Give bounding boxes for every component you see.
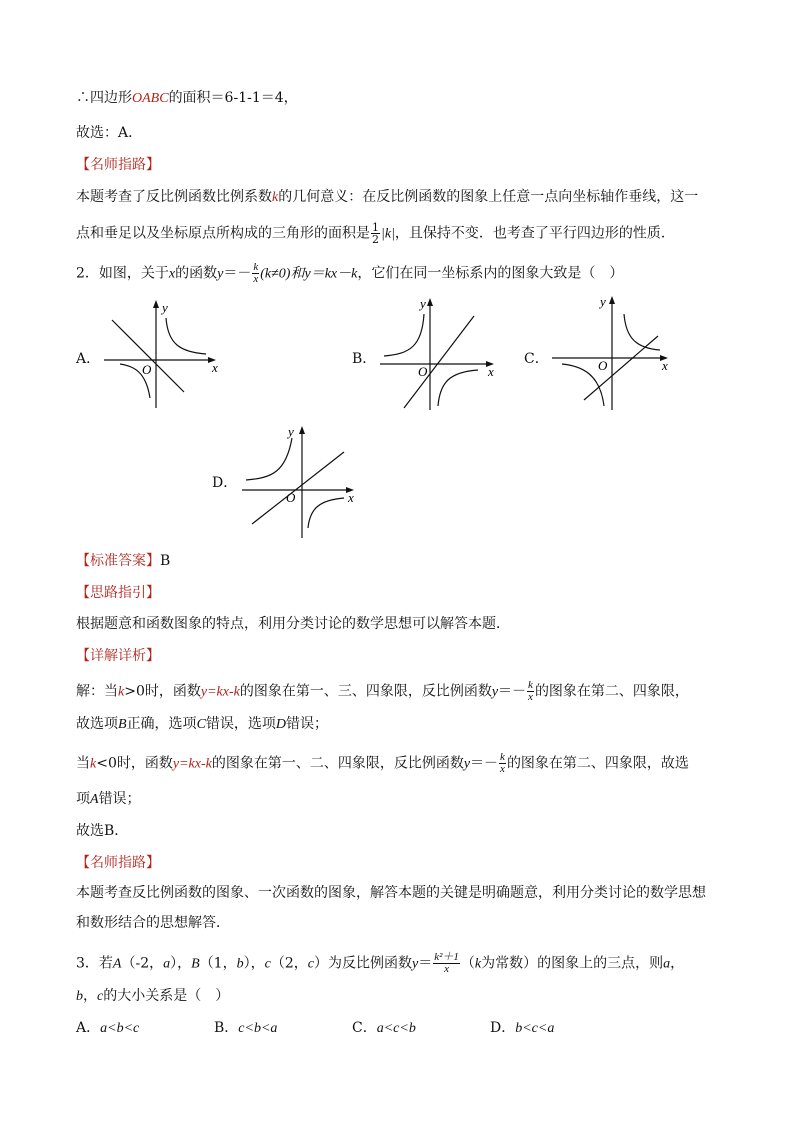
fraction-k2plus1-over-x bbox=[433, 952, 460, 975]
q2-choose: 故选B． bbox=[76, 823, 129, 839]
prev-conclusion bbox=[76, 88, 298, 109]
text: 的图象在第二、四象限， bbox=[534, 683, 689, 700]
q3-option-b[interactable] bbox=[214, 1018, 352, 1039]
option-b-graph[interactable] bbox=[378, 296, 502, 412]
x-label: x bbox=[662, 358, 668, 373]
answer-header: 【标准答案】 bbox=[76, 553, 160, 569]
text: 的图象在第一、三、四象限，反比例函数 bbox=[239, 683, 492, 700]
text: 错误； bbox=[98, 791, 141, 807]
text: 项 bbox=[76, 791, 90, 807]
text: 正确，选项 bbox=[126, 716, 197, 732]
opt: D bbox=[275, 717, 287, 732]
fn: y=kx-k bbox=[172, 756, 212, 772]
condition: (k≠0)和 bbox=[260, 266, 305, 282]
x-label: x bbox=[488, 364, 494, 379]
var-c: c bbox=[307, 956, 314, 972]
option-c-label[interactable]: C． bbox=[524, 351, 549, 367]
y-arrow bbox=[153, 300, 159, 308]
hyperbola-branch-1 bbox=[624, 314, 660, 350]
hyperbola-branch-1 bbox=[166, 318, 206, 354]
text: ）， bbox=[243, 955, 265, 972]
y-label: y bbox=[420, 296, 426, 311]
denominator: x bbox=[444, 963, 449, 975]
option-text: a<b<c bbox=[100, 1021, 140, 1036]
fraction-k-over-x bbox=[252, 262, 259, 285]
q2-stem bbox=[76, 262, 623, 285]
var-y: y bbox=[217, 266, 224, 282]
var-k: k bbox=[90, 756, 97, 772]
opt: B bbox=[118, 717, 127, 732]
option-text: a<c<b bbox=[376, 1021, 416, 1036]
var-k: k bbox=[118, 684, 125, 700]
fraction-k-over-x bbox=[527, 680, 534, 703]
option-b-label[interactable]: B． bbox=[352, 351, 377, 367]
option-text: b<c<a bbox=[515, 1021, 555, 1036]
denominator: x bbox=[528, 691, 533, 703]
linear-fn: y＝kx－k bbox=[304, 266, 358, 282]
fraction-k-over-x bbox=[499, 752, 506, 775]
text: 错误，选项 bbox=[205, 716, 276, 732]
numerator: k bbox=[500, 751, 505, 763]
text: ，它们在同一坐标系内的图象大致是（ ） bbox=[357, 265, 624, 282]
line-graph bbox=[404, 316, 474, 408]
denominator: x bbox=[253, 273, 259, 285]
text: ＝－ bbox=[223, 265, 252, 282]
q3-option-a[interactable] bbox=[76, 1018, 214, 1039]
q3-stem-line2 bbox=[76, 986, 229, 1007]
origin-label: O bbox=[142, 362, 152, 377]
text: 为常数）的图象上的三点，则 bbox=[481, 955, 664, 972]
detail-line4 bbox=[76, 789, 141, 810]
q3-stem-line1 bbox=[76, 952, 684, 975]
hint-text: 根据题意和函数图象的特点，利用分类讨论的数学思想可以解答本题． bbox=[76, 616, 510, 632]
y-arrow bbox=[609, 296, 615, 304]
text: <0时，函数 bbox=[96, 755, 173, 772]
option-a-graph[interactable] bbox=[104, 298, 230, 410]
var-a: a bbox=[163, 956, 171, 972]
fn: y=kx-k bbox=[200, 684, 240, 700]
numerator: 1 bbox=[372, 221, 379, 234]
var-y: y bbox=[463, 756, 471, 772]
option-d-label[interactable]: D． bbox=[212, 475, 238, 491]
option-label: A． bbox=[76, 1020, 101, 1036]
var-x: x bbox=[168, 266, 176, 282]
var-a: a bbox=[663, 956, 671, 972]
text: （1， bbox=[199, 955, 237, 972]
var-y: y bbox=[411, 956, 419, 972]
text: ＝ bbox=[418, 955, 433, 972]
q3-options bbox=[76, 1018, 610, 1039]
var-y: y bbox=[491, 684, 499, 700]
text: 2．如图，关于 bbox=[76, 265, 169, 282]
text: 的几何意义：在反比例函数的图象上任意一点向坐标轴作垂线，这一 bbox=[278, 189, 699, 205]
var-c: c bbox=[97, 989, 104, 1004]
numerator: k bbox=[253, 261, 259, 273]
text: 的大小关系是（ ） bbox=[103, 988, 230, 1004]
y-label: y bbox=[288, 424, 294, 439]
origin-label: O bbox=[286, 490, 296, 505]
option-label: C． bbox=[352, 1020, 377, 1036]
numerator: k bbox=[528, 679, 533, 691]
line-graph bbox=[584, 336, 658, 400]
text: >0时，函数 bbox=[124, 683, 201, 700]
line-graph bbox=[252, 452, 344, 524]
origin-label: O bbox=[418, 364, 428, 379]
var-b: b bbox=[236, 956, 244, 972]
numerator: k²＋1 bbox=[434, 951, 459, 963]
text: 的图象在第二、四象限，故选 bbox=[506, 755, 689, 772]
opt: C bbox=[196, 717, 206, 732]
option-text: c<b<a bbox=[238, 1021, 278, 1036]
hyperbola-branch-2 bbox=[384, 314, 424, 356]
text: ∴四边形 bbox=[76, 90, 132, 106]
text: ， bbox=[670, 955, 685, 972]
text: ）为反比例函数 bbox=[313, 955, 412, 972]
prev-tip-header: 【名师指路】 bbox=[76, 157, 160, 173]
text: 本题考查了反比例函数比例系数 bbox=[76, 189, 272, 205]
text: 错误； bbox=[286, 716, 329, 732]
shape-name: OABC bbox=[132, 91, 169, 106]
hyperbola-branch-4 bbox=[308, 498, 344, 528]
y-label: y bbox=[162, 300, 168, 315]
y-arrow bbox=[299, 426, 305, 434]
answer-line bbox=[76, 551, 170, 571]
opt: A bbox=[90, 792, 99, 807]
detail-line3 bbox=[76, 752, 689, 775]
text: ， bbox=[83, 988, 97, 1004]
x-label: x bbox=[212, 360, 218, 375]
origin-label: O bbox=[598, 358, 608, 373]
q3-option-d[interactable] bbox=[490, 1018, 610, 1039]
denominator: 2 bbox=[372, 233, 379, 246]
detail-header: 【详解详析】 bbox=[76, 648, 160, 664]
hyperbola-branch-2 bbox=[246, 438, 292, 480]
point-B: B bbox=[191, 956, 200, 972]
fraction-half bbox=[371, 222, 380, 245]
text: ）， bbox=[170, 955, 192, 972]
point-C: c bbox=[264, 956, 271, 972]
hint-header: 【思路指引】 bbox=[76, 585, 160, 601]
var-b: b bbox=[76, 989, 83, 1004]
detail-line2 bbox=[76, 714, 328, 735]
text: 点和垂足以及坐标原点所构成的三角形的面积是 bbox=[76, 225, 370, 242]
q2-tip-line1: 本题考查反比例函数的图象、一次函数的图象，解答本题的关键是明确题意，利用分类讨论的数学思想 bbox=[76, 885, 706, 901]
text: 3．若 bbox=[76, 955, 113, 972]
var-k: k bbox=[272, 190, 279, 205]
point-A: A bbox=[112, 956, 122, 972]
q3-option-c[interactable] bbox=[352, 1018, 490, 1039]
text: （-2， bbox=[121, 955, 164, 972]
text: 当 bbox=[76, 755, 90, 772]
text: ，且保持不变．也考查了平行四边形的性质． bbox=[394, 225, 675, 242]
detail-line1 bbox=[76, 680, 689, 703]
option-label: B． bbox=[214, 1020, 239, 1036]
prev-tip-line1 bbox=[76, 187, 698, 208]
abs-k: |k| bbox=[381, 226, 395, 242]
text: ＝－ bbox=[498, 683, 527, 700]
prev-choose: 故选：A． bbox=[76, 125, 143, 141]
denominator: x bbox=[500, 763, 505, 775]
option-label: D． bbox=[490, 1020, 516, 1036]
text: ＝－ bbox=[470, 755, 499, 772]
text: （ bbox=[460, 955, 475, 972]
text: 解：当 bbox=[76, 683, 118, 700]
text: 的面积＝6-1-1＝4， bbox=[168, 90, 298, 106]
prev-tip-line2 bbox=[76, 222, 675, 245]
text: 的函数 bbox=[175, 265, 218, 282]
option-c-graph[interactable] bbox=[550, 294, 676, 412]
text: 故选项 bbox=[76, 716, 118, 732]
var-k: k bbox=[474, 956, 482, 972]
answer-value: B bbox=[160, 553, 171, 569]
text: （2， bbox=[270, 955, 308, 972]
text: 的图象在第一、二、四象限，反比例函数 bbox=[211, 755, 464, 772]
q2-tip-line2: 和数形结合的思想解答． bbox=[76, 915, 230, 931]
y-arrow bbox=[427, 298, 433, 306]
q2-tip-header: 【名师指路】 bbox=[76, 855, 160, 871]
hyperbola-branch-4 bbox=[438, 370, 478, 406]
option-d-graph[interactable] bbox=[240, 424, 364, 540]
x-label: x bbox=[348, 490, 354, 505]
y-label: y bbox=[600, 294, 606, 309]
option-a-label[interactable]: A． bbox=[76, 351, 101, 367]
line-graph bbox=[112, 320, 184, 392]
